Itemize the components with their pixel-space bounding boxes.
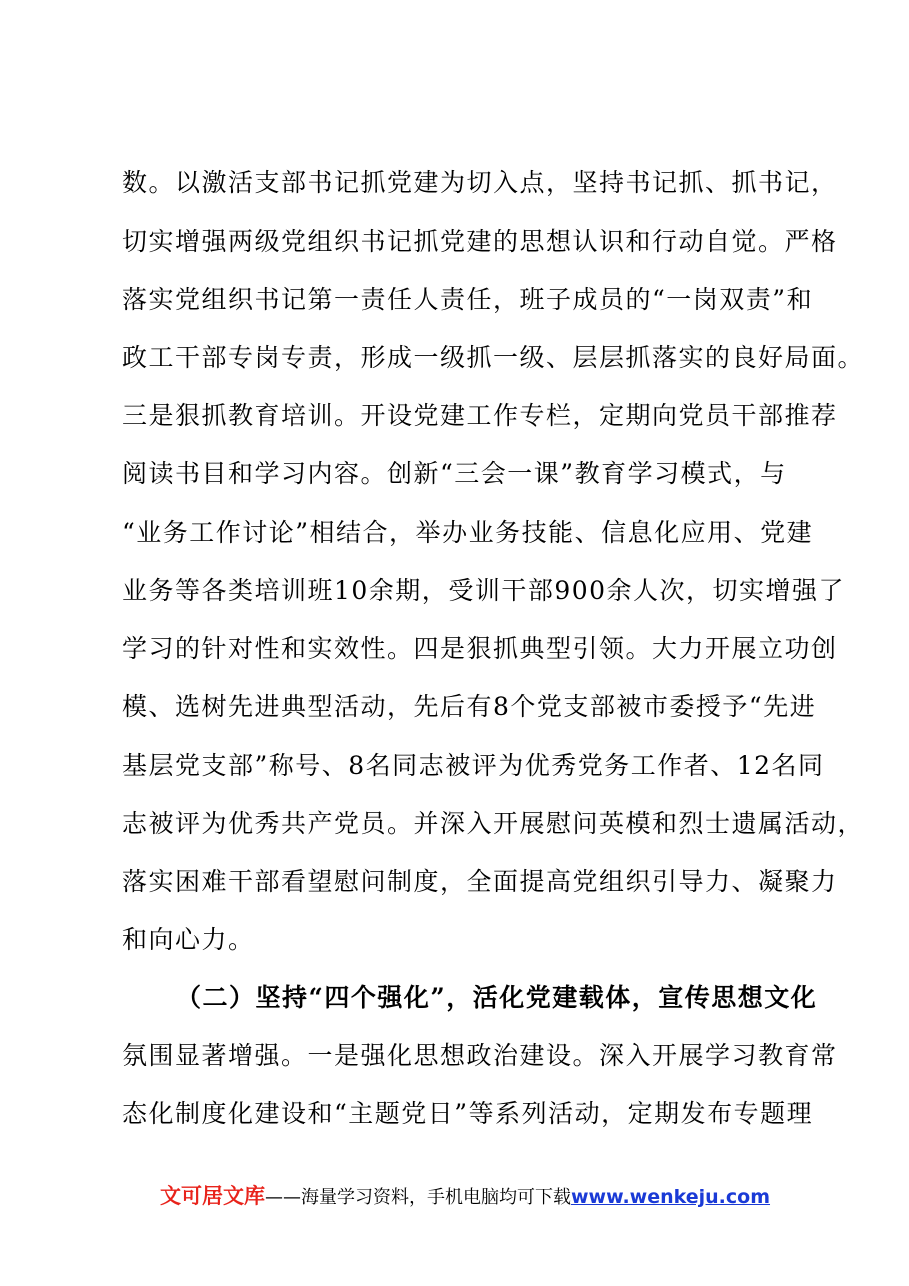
section-line: 态化制度化建设和“主题党日”等系列活动，定期发布专题理 — [122, 1099, 814, 1128]
body-line: 基层党支部”称号、8名同志被评为优秀党务工作者、12名同 — [122, 751, 825, 780]
footer-tagline: ——海量学习资料，手机电脑均可下载 — [265, 1187, 571, 1208]
body-line: “业务工作讨论”相结合，举办业务技能、信息化应用、党建 — [122, 518, 814, 547]
body-line: 业务等各类培训班10余期，受训干部900余人次，切实增强了 — [122, 576, 846, 605]
body-line: 模、选树先进典型活动，先后有8个党支部被市委授予“先进 — [122, 692, 817, 721]
body-line: 落实困难干部看望慰问制度，全面提高党组织引导力、凝聚力 — [122, 867, 838, 896]
footer-website-link[interactable]: www.wenkeju.com — [571, 1186, 771, 1208]
body-line: 和向心力。 — [122, 925, 255, 954]
body-line: 数。以激活支部书记抓党建为切入点，坚持书记抓、抓书记， — [122, 168, 838, 197]
body-line: 政工干部专岗专责，形成一级抓一级、层层抓落实的良好局面。 — [122, 343, 865, 372]
body-line: 落实党组织书记第一责任人责任，班子成员的“一岗双责”和 — [122, 285, 814, 314]
footer-brand: 文可居文库 — [160, 1184, 265, 1208]
body-line: 学习的针对性和实效性。四是狠抓典型引领。大力开展立功创 — [122, 634, 838, 663]
body-line: 志被评为优秀共产党员。并深入开展慰问英模和烈士遗属活动， — [122, 809, 865, 838]
body-line: 三是狠抓教育培训。开设党建工作专栏，定期向党员干部推荐 — [122, 401, 838, 430]
body-line: 切实增强两级党组织书记抓党建的思想认识和行动自觉。严格 — [122, 227, 838, 256]
footer-banner — [160, 1180, 770, 1212]
section-line: 氛围显著增强。一是强化思想政治建设。深入开展学习教育常 — [122, 1041, 838, 1070]
body-line: 阅读书目和学习内容。创新“三会一课”教育学习模式，与 — [122, 459, 787, 488]
section-heading: （二）坚持“四个强化”，活化党建载体，宣传思想文化 — [176, 983, 818, 1012]
